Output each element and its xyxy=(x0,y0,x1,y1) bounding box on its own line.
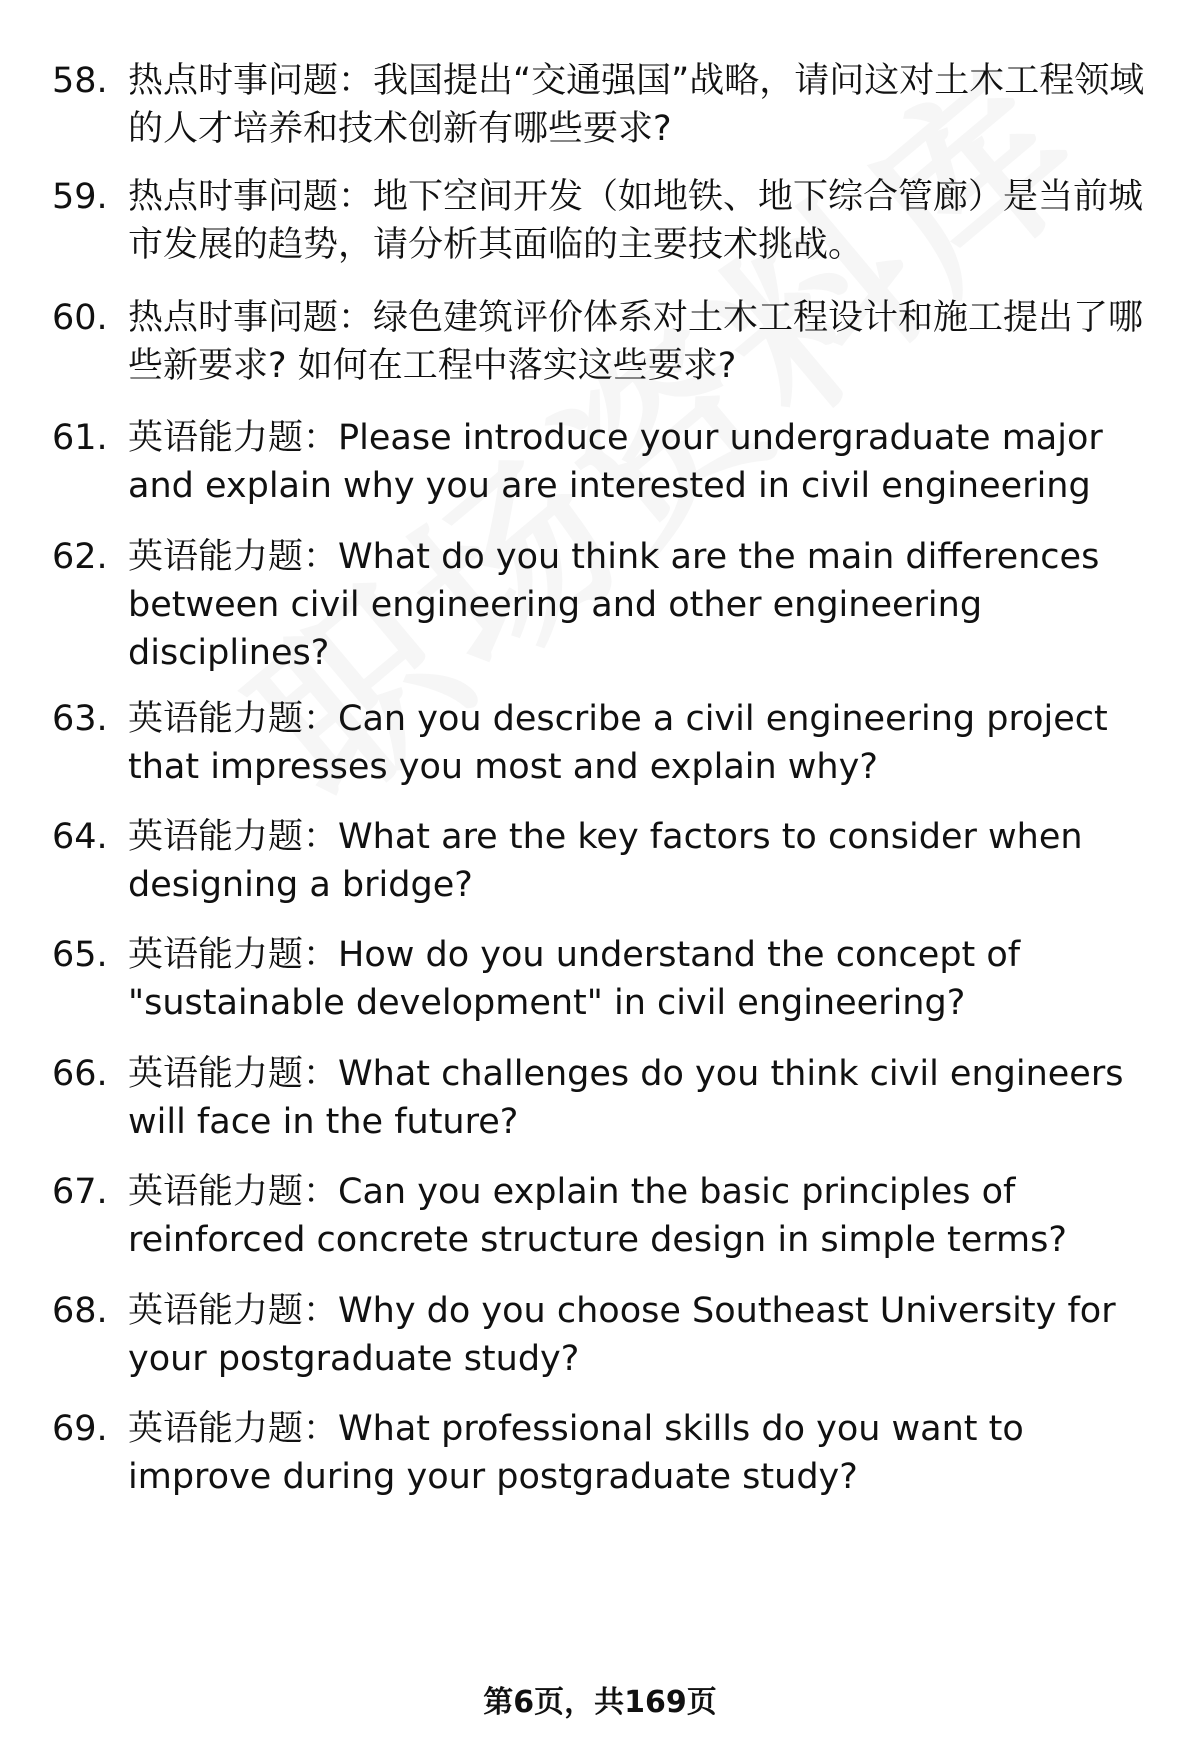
question-number: 58. xyxy=(52,61,108,101)
question-item xyxy=(52,294,1162,414)
question-separator: ： xyxy=(303,418,339,458)
question-body xyxy=(128,1050,1162,1146)
question-separator: ： xyxy=(303,1409,339,1449)
question-category: 英语能力题 xyxy=(128,1172,304,1212)
question-text: Why do you choose Southeast University for your postgraduate study? xyxy=(128,1291,1116,1379)
question-item xyxy=(52,1287,1162,1405)
question-item xyxy=(52,931,1162,1050)
question-separator: ： xyxy=(303,699,339,739)
question-category: 热点时事问题 xyxy=(128,298,339,338)
question-item xyxy=(52,1050,1162,1168)
question-body xyxy=(128,294,1162,390)
question-number: 64. xyxy=(52,817,108,857)
question-item xyxy=(52,173,1162,294)
question-separator: ： xyxy=(338,177,374,217)
question-text: Can you describe a civil engineering project that impresses you most and explain why? xyxy=(128,699,1108,787)
question-item xyxy=(52,57,1162,173)
question-item xyxy=(52,1168,1162,1287)
question-body xyxy=(128,414,1162,510)
question-item xyxy=(52,813,1162,931)
question-category: 英语能力题 xyxy=(128,935,304,975)
question-category: 英语能力题 xyxy=(128,418,304,458)
question-number: 60. xyxy=(52,298,108,338)
question-category: 英语能力题 xyxy=(128,1054,304,1094)
question-body xyxy=(128,57,1162,153)
question-text: 我国提出“交通强国”战略，请问这对土木工程领域的人才培养和技术创新有哪些要求? xyxy=(128,61,1145,149)
question-number: 62. xyxy=(52,537,108,577)
question-category: 英语能力题 xyxy=(128,699,304,739)
question-body xyxy=(128,1287,1162,1383)
question-separator: ： xyxy=(338,298,374,338)
question-category: 英语能力题 xyxy=(128,1291,304,1331)
question-number: 61. xyxy=(52,418,108,458)
question-number: 66. xyxy=(52,1054,108,1094)
page-number: 第6页，共169页 xyxy=(483,1685,717,1720)
question-body xyxy=(128,173,1162,269)
question-text: 绿色建筑评价体系对土木工程设计和施工提出了哪些新要求? 如何在工程中落实这些要求? xyxy=(128,298,1144,386)
question-number: 67. xyxy=(52,1172,108,1212)
question-item xyxy=(52,533,1162,695)
question-item xyxy=(52,414,1162,533)
question-text: What challenges do you think civil engineers will face in the future? xyxy=(128,1054,1124,1142)
question-body xyxy=(128,695,1162,791)
question-category: 英语能力题 xyxy=(128,817,304,857)
question-text: How do you understand the concept of "sustainable development" in civil engineering? xyxy=(128,935,1021,1023)
question-body xyxy=(128,813,1162,909)
question-number: 68. xyxy=(52,1291,108,1331)
question-text: Please introduce your undergraduate major and explain why you are interested in civil engineering xyxy=(128,418,1103,506)
question-number: 63. xyxy=(52,699,108,739)
question-separator: ： xyxy=(338,61,374,101)
question-separator: ： xyxy=(303,935,339,975)
question-text: 地下空间开发（如地铁、地下综合管廊）是当前城市发展的趋势，请分析其面临的主要技术挑战。 xyxy=(128,177,1144,265)
question-separator: ： xyxy=(303,1291,339,1331)
question-number: 59. xyxy=(52,177,108,217)
question-category: 热点时事问题 xyxy=(128,61,339,101)
question-separator: ： xyxy=(303,1054,339,1094)
question-body xyxy=(128,1168,1162,1264)
question-text: What do you think are the main differences between civil engineering and other engineering disciplines? xyxy=(128,537,1100,673)
question-body xyxy=(128,931,1162,1027)
question-separator: ： xyxy=(303,537,339,577)
question-body xyxy=(128,1405,1162,1501)
question-item xyxy=(52,695,1162,813)
question-number: 65. xyxy=(52,935,108,975)
question-text: Can you explain the basic principles of reinforced concrete structure design in simple terms? xyxy=(128,1172,1067,1260)
question-text: What professional skills do you want to improve during your postgraduate study? xyxy=(128,1409,1024,1497)
question-category: 热点时事问题 xyxy=(128,177,339,217)
question-list xyxy=(52,57,1162,1505)
question-separator: ： xyxy=(303,1172,339,1212)
question-body xyxy=(128,533,1162,677)
question-separator: ： xyxy=(303,817,339,857)
question-category: 英语能力题 xyxy=(128,1409,304,1449)
question-category: 英语能力题 xyxy=(128,537,304,577)
question-text: What are the key factors to consider when designing a bridge? xyxy=(128,817,1083,905)
question-item xyxy=(52,1405,1162,1505)
question-number: 69. xyxy=(52,1409,108,1449)
